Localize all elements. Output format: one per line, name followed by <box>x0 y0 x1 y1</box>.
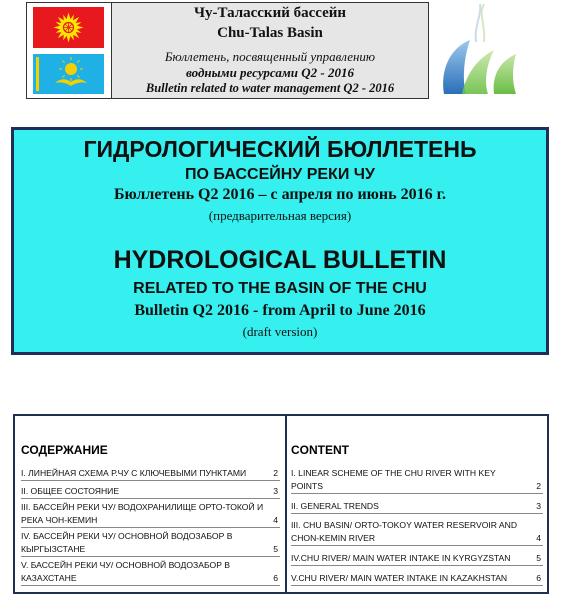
bulletin-subtitle-ru-line2: водными ресурсами Q2 - 2016 <box>186 65 354 80</box>
basin-title-ru: Чу-Таласский бассейн <box>193 5 347 21</box>
basin-title-en: Chu-Talas Basin <box>217 25 323 41</box>
toc-item[interactable] <box>291 519 543 546</box>
toc-item[interactable] <box>21 467 280 481</box>
header-text-panel <box>112 3 428 98</box>
kyrgyzstan-sun-icon <box>33 7 104 48</box>
title-en-period: Bulletin Q2 2016 - from April to June 2016 <box>134 302 426 319</box>
toc-item-page: 3 <box>536 501 541 511</box>
toc-item-text: II. ОБЩЕЕ СОСТОЯНИЕ <box>21 486 120 496</box>
chu-talas-logo-icon <box>432 2 528 98</box>
kazakhstan-sun-eagle-icon <box>33 54 104 94</box>
title-ru-main: ГИДРОЛОГИЧЕСКИЙ БЮЛЛЕТЕНЬ <box>83 136 477 162</box>
toc-column-divider <box>285 416 287 592</box>
title-en-main: HYDROLOGICAL BULLETIN <box>113 246 447 274</box>
bulletin-subtitle-en: Bulletin related to water management Q2 - 2016 <box>145 81 395 95</box>
title-ru-draft: (предварительная версия) <box>208 208 352 223</box>
toc-item[interactable] <box>21 501 280 528</box>
toc-item[interactable] <box>291 467 543 494</box>
title-ru-sub: ПО БАССЕЙНУ РЕКИ ЧУ <box>185 166 375 183</box>
title-en-sub: RELATED TO THE BASIN OF THE CHU <box>133 280 427 297</box>
title-ru-period: Бюллетень Q2 2016 – с апреля по июнь 2016 г. <box>113 186 447 203</box>
toc-item-page: 6 <box>536 573 541 583</box>
toc-item-page: 2 <box>273 468 278 478</box>
toc-item-page: 4 <box>536 533 541 543</box>
toc-item-text: I. ЛИНЕЙНАЯ СХЕМА Р.ЧУ С КЛЮЧЕВЫМИ ПУНКТАМИ <box>21 468 247 478</box>
title-en-draft: (draft version) <box>242 324 318 339</box>
toc-item-page: 3 <box>273 486 278 496</box>
toc-item[interactable] <box>21 530 280 557</box>
toc-item-page: 2 <box>536 481 541 491</box>
toc-heading-ru: СОДЕРЖАНИЕ <box>21 443 108 457</box>
toc-item-text: III. БАССЕЙН РЕКИ ЧУ/ ВОДОХРАНИЛИЩЕ ОРТО-ТОКОЙ И РЕКА ЧОН-КЕМИН <box>21 502 264 525</box>
toc-item-page: 6 <box>273 573 278 583</box>
toc-item-text: I. LINEAR SCHEME OF THE CHU RIVER WITH KEY POINTS <box>291 468 496 491</box>
toc-item[interactable] <box>21 485 280 499</box>
bulletin-subtitle-ru-line1: Бюллетень, посвященный управлению <box>164 49 376 64</box>
toc-item-text: V. БАССЕЙН РЕКИ ЧУ/ ОСНОВНОЙ ВОДОЗАБОР В КАЗАХСТАНЕ <box>21 560 231 583</box>
toc-heading-en: CONTENT <box>291 443 349 457</box>
toc-item-page: 5 <box>273 544 278 554</box>
toc-item-page: 4 <box>273 515 278 525</box>
table-of-contents <box>13 414 549 594</box>
title-box <box>11 127 549 355</box>
toc-item[interactable] <box>291 500 543 514</box>
toc-item-text: V.CHU RIVER/ MAIN WATER INTAKE IN KAZAKHSTAN <box>291 573 508 583</box>
kazakhstan-flag-icon <box>33 54 104 94</box>
toc-item[interactable] <box>291 572 543 586</box>
toc-item-page: 5 <box>536 553 541 563</box>
flags-panel <box>27 3 112 98</box>
toc-item-text: IV.CHU RIVER/ MAIN WATER INTAKE IN KYRGYZSTAN <box>291 553 511 563</box>
toc-item-text: II. GENERAL TRENDS <box>291 501 379 511</box>
toc-item[interactable] <box>21 559 280 586</box>
toc-item-text: III. CHU BASIN/ ORTO-TOKOY WATER RESERVOIR AND CHON-KEMIN RIVER <box>291 520 518 543</box>
kyrgyzstan-flag-icon <box>33 7 104 48</box>
bulletin-header <box>26 2 429 99</box>
toc-item-text: IV. БАССЕЙН РЕКИ ЧУ/ ОСНОВНОЙ ВОДОЗАБОР В КЫРГЫЗСТАНЕ <box>21 531 233 554</box>
toc-item[interactable] <box>291 552 543 566</box>
